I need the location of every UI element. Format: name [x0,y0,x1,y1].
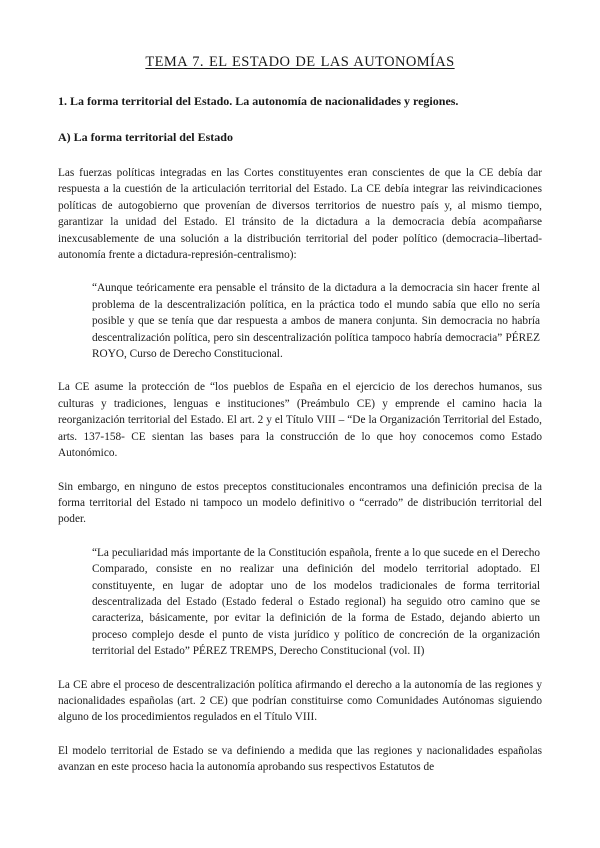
paragraph-decentralization: La CE abre el proceso de descentralización política afirmando el derecho a la autonomía de las regiones y nacionalidades españolas (art. 2 CE) que podrían constituirse como Comunidades Autónomas siguiendo alguno de los procedimientos regulados en el Título VIII. [58,678,542,724]
paragraph-model: El modelo territorial de Estado se va definiendo a medida que las regiones y nacionalidades españolas avanzan en este proceso hacia la autonomía aprobando sus respectivos Estatutos de [58,744,542,774]
document-title: TEMA 7. EL ESTADO DE LAS AUTONOMÍAS [145,54,455,70]
subsection-heading: A) La forma territorial del Estado [58,130,233,144]
paragraph-protection: La CE asume la protección de “los pueblos de España en el ejercicio de los derechos humanos, sus culturas y tradiciones, lenguas e instituciones” (Preámbulo CE) y emprende el camino hacia la reorganización territorial del Estado. El art. 2 y el Título VIII – “De la Organización Territorial del Estado, arts. 137-158- CE sientan las bases para la construcción de lo que hoy conocemos como Estado Autonómico. [58,381,542,460]
section-heading: 1. La forma territorial del Estado. La autonomía de nacionalidades y regiones. [58,94,459,108]
quote-perez-royo: “Aunque teóricamente era pensable el tránsito de la dictadura a la democracia sin hacer frente al problema de la descentralización política, en la práctica todo el mundo sabía que ello no sería posible y que se tenía que dar respuesta a ambos de manera conjunta. Sin democracia no habría descentralización política, pero sin descentralización política tampoco habría democracia” PÉREZ ROYO, Curso de Derecho Constitucional. [92,282,540,361]
quote-perez-tremps: “La peculiaridad más importante de la Constitución española, frente a lo que sucede en el Derecho Comparado, consiste en no realizar una definición del modelo territorial adoptado. El constituyente, en lugar de adoptar uno de los modelos tradicionales de forma territorial descentralizada del Estado (Estado federal o Estado regional) ha seguido otro camino que se caracteriza, básicamente, por evitar la definición de la forma de Estado, dejando abierto un proceso complejo desde el punto de vista jurídico y político de concreción de la organización territorial del Estado” PÉREZ TREMPS, Derecho Constitucional (vol. II) [92,546,540,658]
paragraph-no-definition: Sin embargo, en ninguno de estos preceptos constitucionales encontramos una definición precisa de la forma territorial del Estado ni tampoco un modelo definitivo o “cerrado” de distribución territorial del poder. [58,480,542,526]
paragraph-intro: Las fuerzas políticas integradas en las Cortes constituyentes eran conscientes de que la CE debía dar respuesta a la cuestión de la articulación territorial del Estado. La CE debía integrar las reivindicaciones políticas de autogobierno que provenían de diversos territorios de nuestro país y, al mismo tiempo, garantizar la unidad del Estado. El tránsito de la dictadura a la democracia debía acompañarse inexcusablemente de una solución a la distribución territorial del poder político (democracia–libertad-autonomía frente a dictadura-represión-centralismo): [58,167,542,262]
